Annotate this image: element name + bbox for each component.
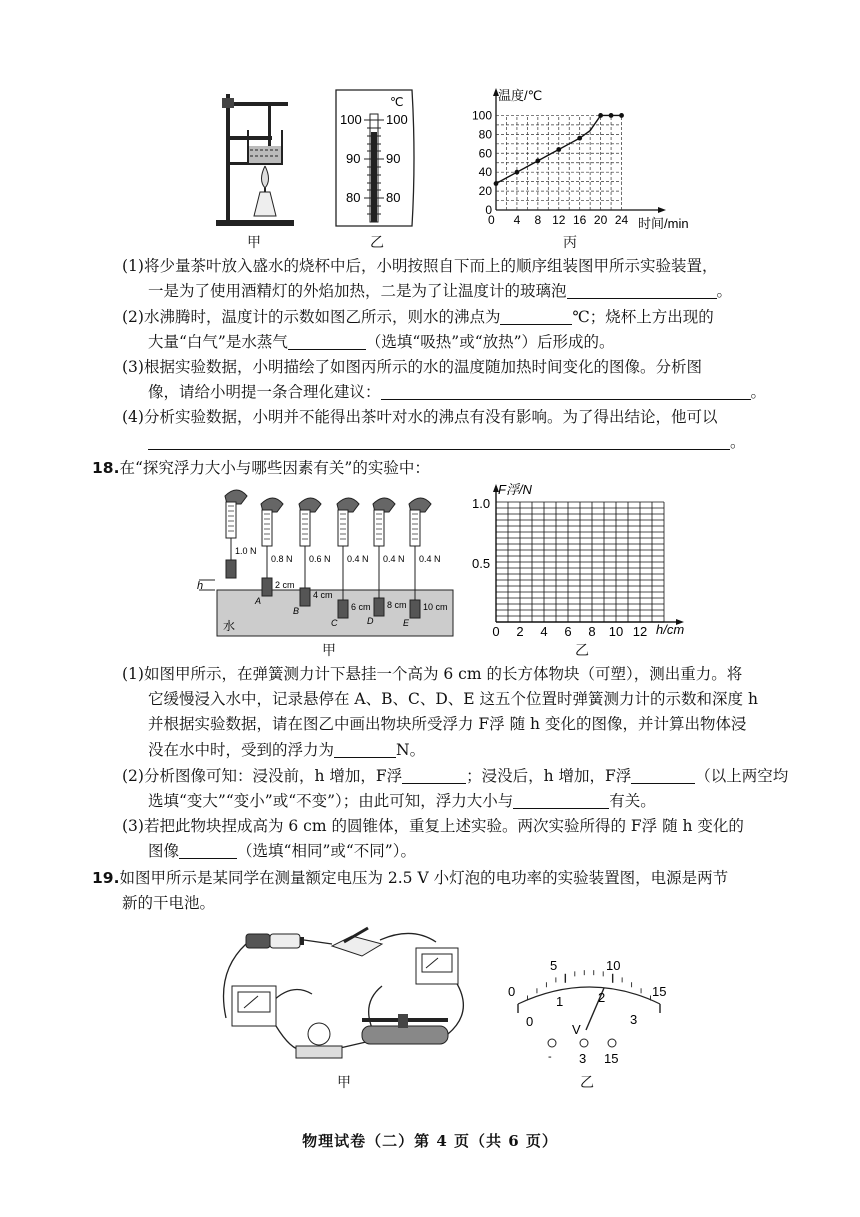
spring-scale	[410, 510, 420, 546]
figure-17-bing-caption: 丙	[563, 235, 577, 251]
bulb-icon	[296, 1023, 342, 1058]
page-footer: 物理试卷（二）第 4 页（共 6 页）	[302, 1132, 558, 1150]
block	[300, 588, 310, 606]
grid-xtick: 0	[492, 624, 500, 639]
chart-point	[609, 113, 614, 118]
figure-17-jia-caption: 甲	[247, 235, 261, 251]
spring-scale	[300, 510, 310, 546]
chart-point	[619, 113, 624, 118]
q17-blank-1[interactable]	[567, 282, 717, 299]
block	[410, 600, 420, 618]
dial-terminal-neg: -	[548, 1051, 552, 1063]
battery-icon	[246, 934, 304, 948]
q18-item-2-a: (2)分析图像可知：浸没前，h 增加，F浮	[122, 767, 403, 785]
dial-terminal-15: 15	[604, 1051, 619, 1066]
q17-item-1-line1: (1)将少量茶叶放入盛水的烧杯中后，小明按照自下而上的顺序组装图甲所示实验装置，	[122, 257, 718, 275]
block	[374, 598, 384, 616]
position-label: B	[293, 606, 300, 616]
q17-blank-3[interactable]	[288, 333, 366, 350]
dial-outer-10: 10	[606, 958, 621, 973]
depth-label: 6 cm	[351, 602, 371, 612]
block	[338, 600, 348, 618]
chart-xtick: 4	[513, 213, 521, 227]
ammeter-icon	[416, 948, 458, 984]
dial-unit: V	[572, 1022, 581, 1037]
spring-scale	[262, 510, 272, 546]
block	[262, 578, 272, 596]
grid-xtick: 12	[632, 624, 648, 639]
position-label: C	[331, 618, 338, 628]
dial-inner-0: 0	[526, 1014, 534, 1029]
figure-17-bing-chart	[462, 84, 712, 236]
q18-item-3-b: （选填“相同”或“不同”）。	[237, 842, 416, 860]
q18-item-3-line1: (3)若把此物块捏成高为 6 cm 的圆锥体，重复上述实验。两次实验所得的 F浮 随 h 变化的	[122, 817, 744, 835]
chart-ytick: 0	[485, 203, 492, 217]
figure-19-jia-caption: 甲	[337, 1075, 351, 1091]
chart-ytick: 100	[471, 108, 492, 123]
q17-period-3: 。	[730, 433, 746, 451]
chart-xtick: 12	[552, 213, 566, 227]
q18-item-2-e: 有关。	[609, 792, 656, 810]
q18-item-2-d: 选填“变大”“变小”或“不变”）；由此可知，浮力大小与	[148, 792, 514, 810]
q17-item-3-line1: (3)根据实验数据，小明描绘了如图丙所示的水的温度随加热时间变化的图像。分析图	[122, 358, 702, 376]
grid-ytick-1: 1.0	[472, 496, 491, 511]
chart-xtick: 20	[593, 213, 608, 227]
dial-outer-5: 5	[550, 958, 558, 973]
grid-xtick: 2	[516, 624, 524, 639]
thermo-tick-right-80: 80	[386, 190, 401, 205]
q19-number: 19.	[92, 869, 120, 887]
depth-label: 4 cm	[313, 590, 333, 600]
figure-17-jia-apparatus	[210, 88, 300, 228]
figure-18-yi-caption: 乙	[575, 643, 589, 659]
voltmeter-icon	[232, 986, 276, 1026]
q18-item-1-line3: 并根据实验数据，请在图乙中画出物块所受浮力 F浮 随 h 变化的图像，并计算出物体浸	[148, 715, 747, 733]
chart-ylabel: 温度/℃	[498, 88, 543, 103]
spring-scale	[226, 502, 236, 538]
scale-reading: 0.8 N	[271, 554, 293, 564]
position-label: E	[403, 618, 410, 628]
q18-blank-5[interactable]	[179, 842, 237, 859]
q18-stem: 在“探究浮力大小与哪些因素有关”的实验中：	[119, 459, 430, 477]
thermo-unit: ℃	[390, 95, 404, 109]
chart-xtick: 0	[488, 213, 495, 227]
thermo-tick-left-90: 90	[346, 151, 361, 166]
grid-ylabel: F浮/N	[498, 482, 532, 497]
h-label: h	[197, 580, 204, 592]
chart-point	[494, 181, 499, 186]
dial-inner-2: 2	[598, 990, 606, 1005]
q18-item-2-c: （以上两空均	[695, 767, 789, 785]
q18-item-1-line2: 它缓慢浸入水中，记录悬停在 A、B、C、D、E 这五个位置时弹簧测力计的示数和深度 h	[148, 690, 758, 708]
q18-item-1-line4: 没在水中时，受到的浮力为	[148, 741, 335, 759]
figure-17-yi-thermometer	[334, 88, 418, 228]
block	[226, 560, 236, 578]
grid-xtick: 10	[608, 624, 624, 639]
q17-item-4-line1: (4)分析实验数据，小明并不能得出茶叶对水的沸点有没有影响。为了得出结论，他可以	[122, 408, 718, 426]
rheostat-icon	[362, 1014, 448, 1044]
chart-xtick: 24	[614, 213, 629, 227]
grid-xtick: 4	[540, 624, 548, 639]
q17-blank-4[interactable]	[381, 383, 751, 400]
q17-item-2-c: 大量“白气”是水蒸气	[148, 333, 288, 351]
q17-period-1: 。	[716, 282, 733, 300]
figure-19-yi-dial	[500, 952, 680, 1072]
chart-point	[598, 113, 603, 118]
q19-stem-1: 如图甲所示是某同学在测量额定电压为 2.5 V 小灯泡的电功率的实验装置图，电源是两节	[119, 869, 729, 887]
q17-period-2: 。	[750, 383, 767, 401]
chart-xlabel: 时间/min	[638, 216, 689, 231]
chart-point	[577, 136, 582, 141]
chart-xtick: 8	[534, 213, 542, 227]
grid-xtick: 8	[588, 624, 596, 639]
scale-reading: 1.0 N	[235, 546, 257, 556]
figure-18-jia-scales	[195, 482, 457, 642]
q17-blank-2[interactable]	[500, 308, 572, 325]
dial-outer-15: 15	[652, 984, 667, 999]
grid-xlabel: h/cm	[656, 622, 685, 637]
figure-17-yi-caption: 乙	[370, 235, 384, 251]
thermo-tick-left-80: 80	[346, 190, 361, 205]
q17-blank-5[interactable]	[148, 433, 730, 450]
thermo-tick-right-90: 90	[386, 151, 401, 166]
spring-scale	[374, 510, 384, 546]
q18-blank-4[interactable]	[513, 792, 609, 809]
position-label: D	[367, 616, 374, 626]
q18-blank-3[interactable]	[631, 767, 695, 784]
q18-blank-2[interactable]	[402, 767, 466, 784]
dial-terminal-3: 3	[579, 1051, 587, 1066]
scale-reading: 0.4 N	[383, 554, 405, 564]
figure-19-yi-caption: 乙	[580, 1075, 594, 1091]
q18-number: 18.	[92, 459, 120, 477]
water-label: 水	[223, 619, 236, 633]
chart-point	[556, 147, 561, 152]
grid-xtick: 6	[564, 624, 572, 639]
q18-blank-1[interactable]	[334, 741, 396, 758]
q17-item-2-b: ℃；烧杯上方出现的	[572, 308, 714, 326]
depth-label: 2 cm	[275, 580, 295, 590]
chart-ytick: 60	[478, 146, 492, 161]
chart-ytick: 20	[478, 184, 492, 199]
q18-item-3-a: 图像	[148, 842, 180, 860]
q17-item-2-d: （选填“吸热”或“放热”）后形成的。	[365, 333, 615, 351]
thermo-tick-left-100: 100	[340, 112, 362, 127]
figure-18-yi-grid	[470, 480, 700, 644]
chart-xtick: 16	[573, 213, 587, 227]
thermo-tick-right-100: 100	[386, 112, 408, 127]
scale-reading: 0.4 N	[347, 554, 369, 564]
chart-point	[515, 170, 520, 175]
q17-item-1-line2: 一是为了使用酒精灯的外焰加热，二是为了让温度计的玻璃泡	[148, 282, 567, 300]
depth-label: 10 cm	[423, 602, 448, 612]
scale-reading: 0.6 N	[309, 554, 331, 564]
figure-19-jia-circuit	[212, 922, 482, 1072]
q19-stem-2: 新的干电池。	[122, 894, 216, 912]
dial-outer-0: 0	[508, 984, 516, 999]
switch-icon	[332, 928, 382, 956]
figure-18-jia-caption: 甲	[322, 643, 336, 659]
q17-item-3-line2: 像，请给小明提一条合理化建议：	[148, 383, 381, 401]
q18-item-1-unit: N。	[396, 741, 426, 759]
dial-inner-3: 3	[630, 1012, 638, 1027]
depth-label: 8 cm	[387, 600, 407, 610]
grid-ytick-05: 0.5	[472, 556, 491, 571]
q18-item-1-line1: (1)如图甲所示，在弹簧测力计下悬挂一个高为 6 cm 的长方体物块（可塑），测出重力。将	[122, 665, 743, 683]
chart-ytick: 80	[478, 127, 492, 142]
spring-scale	[338, 510, 348, 546]
q17-item-2-a: (2)水沸腾时，温度计的示数如图乙所示，则水的沸点为	[122, 308, 501, 326]
dial-inner-1: 1	[556, 994, 564, 1009]
chart-point	[535, 158, 540, 163]
q18-item-2-b: ；浸没后，h 增加，F浮	[466, 767, 632, 785]
scale-reading: 0.4 N	[419, 554, 441, 564]
position-label: A	[255, 596, 262, 606]
chart-ytick: 40	[478, 165, 492, 180]
